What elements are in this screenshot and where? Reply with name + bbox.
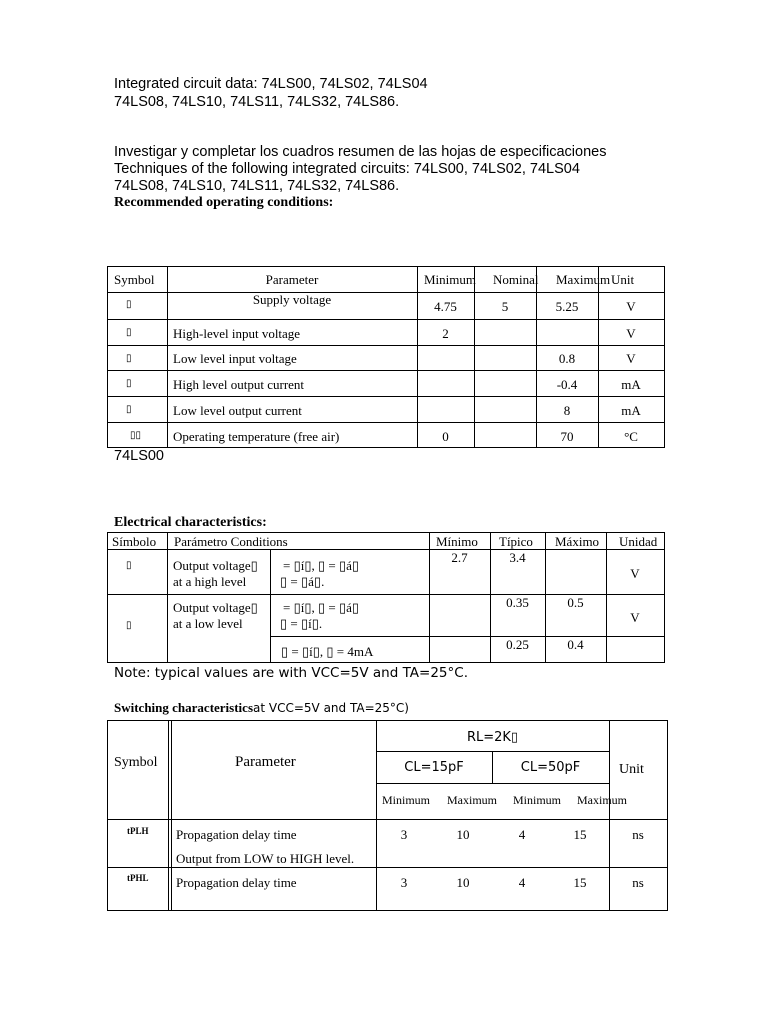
intro-line-5: 74LS08, 74LS10, 74LS11, 74LS32, 74LS86. <box>114 178 400 194</box>
switch-row2-v3: 4 <box>518 875 526 890</box>
switch-row1-symbol: tPLH <box>127 826 149 836</box>
rec-row1-max: 5.25 <box>555 299 579 314</box>
rec-row5-max: 8 <box>563 403 571 418</box>
rec-row6-symbol: ▯▯ <box>130 430 142 441</box>
elec-row2-cond-1: = ▯í▯, ▯ = ▯á▯ <box>283 600 360 615</box>
elec-header-max: Máximo <box>555 534 600 549</box>
switching-title-rest: at VCC=5V and TA=25°C) <box>253 701 409 715</box>
rec-header-parameter: Parameter <box>265 272 319 287</box>
switch-row2-v4: 15 <box>573 875 587 890</box>
rec-row1-nom: 5 <box>501 299 509 314</box>
switch-row1-unit: ns <box>632 827 644 842</box>
rec-row2-min: 2 <box>442 326 449 341</box>
elec-row2-param-1: Output voltage▯ <box>173 600 258 615</box>
switch-header-parameter: Parameter <box>235 754 296 770</box>
elec-row1-typ: 3.4 <box>509 550 526 565</box>
elec-row2-typ-b: 0.25 <box>506 637 529 652</box>
switching-title-bold: Switching characteristics <box>114 700 254 715</box>
switch-row2-param-1: Propagation delay time <box>176 875 297 890</box>
switch-row2-unit: ns <box>632 875 644 890</box>
elec-row2-cond-3: ▯ = ▯í▯, ▯ = 4mA <box>281 644 374 659</box>
elec-header-parameter: Parámetro Conditions <box>174 534 288 549</box>
elec-row1-unit: V <box>630 566 640 581</box>
switch-row1-param-1: Propagation delay time <box>176 827 297 842</box>
rec-row1-unit: V <box>626 299 636 314</box>
rec-row1-min: 4.75 <box>434 299 457 314</box>
rec-row6-max: 70 <box>560 429 574 444</box>
elec-row2-cond-2: ▯ = ▯í▯. <box>280 616 323 631</box>
rec-header-symbol: Symbol <box>114 272 155 287</box>
intro-line-3: Investigar y completar los cuadros resumen de las hojas de especificaciones <box>114 144 607 160</box>
elec-header-typ: Típico <box>499 534 533 549</box>
rec-row4-symbol: ▯ <box>126 378 132 389</box>
rec-row5-symbol: ▯ <box>126 404 132 415</box>
intro-line-1: Integrated circuit data: 74LS00, 74LS02, 74LS04 <box>114 76 428 92</box>
rec-row1-parameter: Supply voltage <box>252 292 332 307</box>
rec-header-nominal: Nominal <box>493 272 539 287</box>
elec-row2-max-b: 0.4 <box>567 637 584 652</box>
rec-row3-unit: V <box>626 351 636 366</box>
switch-sub-max-1: Maximum <box>447 793 497 807</box>
elec-row1-min: 2.7 <box>451 550 468 565</box>
elec-row1-param-2: at a high level <box>173 574 247 589</box>
elec-header-min: Mínimo <box>436 534 478 549</box>
part-label: 74LS00 <box>114 448 164 464</box>
switch-header-rl: RL=2K▯ <box>466 730 519 745</box>
switch-row1-v2: 10 <box>456 827 470 842</box>
rec-row6-min: 0 <box>442 429 449 444</box>
switch-header-unit: Unit <box>619 762 644 777</box>
switch-sub-max-2: Maximum <box>577 793 627 807</box>
intro-line-2: 74LS08, 74LS10, 74LS11, 74LS32, 74LS86. <box>114 94 400 110</box>
switch-header-cl1: CL=15pF <box>404 760 464 775</box>
electrical-title: Electrical characteristics: <box>114 515 267 530</box>
elec-row1-cond-2: ▯ = ▯á▯. <box>280 574 325 589</box>
switch-row2-symbol: tPHL <box>127 873 149 883</box>
rec-row6-unit: °C <box>624 429 638 444</box>
rec-row3-max: 0.8 <box>558 351 576 366</box>
intro-line-4: Techniques of the following integrated circuits: 74LS00, 74LS02, 74LS04 <box>114 161 580 177</box>
rec-row6-parameter: Operating temperature (free air) <box>173 429 340 444</box>
elec-row1-cond-1: = ▯í▯, ▯ = ▯á▯ <box>283 558 360 573</box>
rec-row2-parameter: High-level input voltage <box>173 326 301 341</box>
elec-row2-unit: V <box>630 610 640 625</box>
rec-row4-parameter: High level output current <box>173 377 305 392</box>
rec-header-maximum: Maximum <box>556 272 611 287</box>
rec-row3-parameter: Low level input voltage <box>173 351 297 366</box>
switching-title <box>114 699 409 717</box>
switch-row1-param-2: Output from LOW to HIGH level. <box>176 851 355 866</box>
elec-row2-typ-a: 0.35 <box>506 595 529 610</box>
rec-row5-unit: mA <box>621 403 641 418</box>
rec-row4-max: -0.4 <box>556 377 578 392</box>
switch-row1-v4: 15 <box>573 827 587 842</box>
rec-header-minimum: Minimum <box>424 272 477 287</box>
switch-sub-min-2: Minimum <box>513 793 562 807</box>
elec-header-unit: Unidad <box>619 534 658 549</box>
rec-row4-unit: mA <box>621 377 641 392</box>
rec-row1-symbol: ▯ <box>126 299 132 310</box>
elec-row2-max-a: 0.5 <box>567 595 584 610</box>
elec-row1-param-1: Output voltage▯ <box>173 558 258 573</box>
rec-row5-parameter: Low level output current <box>173 403 302 418</box>
recommended-title: Recommended operating conditions: <box>114 195 334 210</box>
elec-row2-param-2: at a low level <box>173 616 243 631</box>
rec-row3-symbol: ▯ <box>126 353 132 364</box>
switch-sub-min-1: Minimum <box>382 793 431 807</box>
switch-row1-v3: 4 <box>518 827 526 842</box>
switch-header-cl2: CL=50pF <box>520 760 581 775</box>
elec-row1-symbol: ▯ <box>126 560 132 571</box>
rec-row2-symbol: ▯ <box>126 327 132 338</box>
elec-header-symbol: Símbolo <box>112 534 157 549</box>
rec-header-unit: Unit <box>611 272 635 287</box>
switch-row2-v1: 3 <box>400 875 408 890</box>
switch-row1-v1: 3 <box>400 827 408 842</box>
switch-header-symbol: Symbol <box>114 755 158 770</box>
typical-values-note: Note: typical values are with VCC=5V and TA=25°C. <box>114 665 468 681</box>
elec-row2-symbol: ▯ <box>126 620 132 631</box>
rec-row2-unit: V <box>626 326 636 341</box>
switch-row2-v2: 10 <box>456 875 470 890</box>
